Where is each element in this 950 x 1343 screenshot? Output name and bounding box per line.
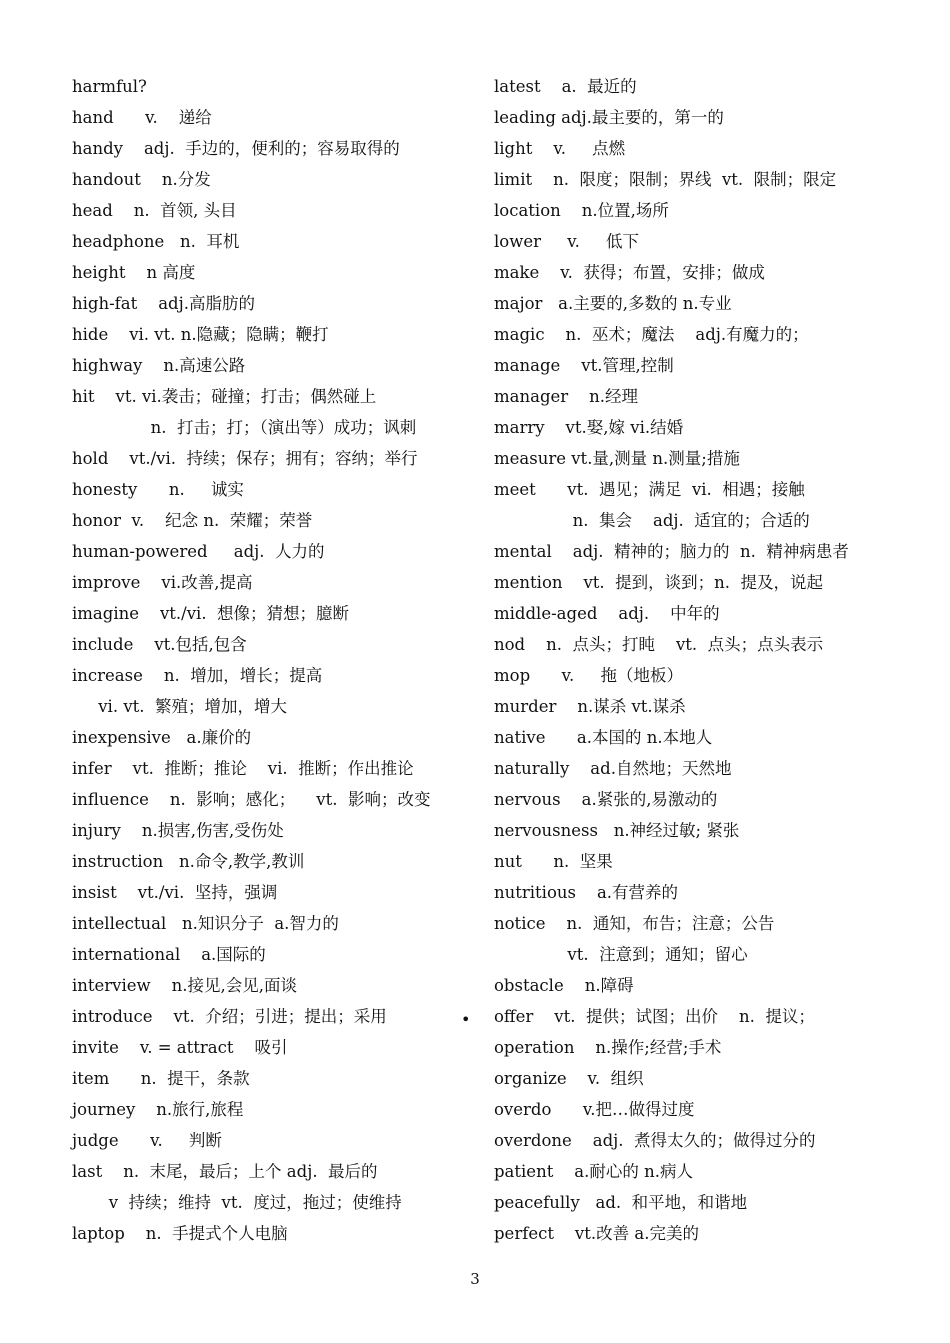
vocab-entry: hand v. 递给 bbox=[72, 108, 212, 127]
vocab-entry: international a.国际的 bbox=[72, 945, 266, 964]
vocab-entry: mention vt. 提到，谈到；n. 提及，说起 bbox=[494, 573, 824, 592]
vocab-entry: honor v. 纪念 n. 荣耀；荣誉 bbox=[72, 511, 313, 530]
page-number: 3 bbox=[470, 1270, 480, 1288]
left-word-column bbox=[72, 71, 472, 1249]
vocab-entry: instruction n.命令,教学,教训 bbox=[72, 852, 305, 871]
vocab-entry: honesty n. 诚实 bbox=[72, 480, 244, 499]
vocab-entry: perfect vt.改善 a.完美的 bbox=[494, 1224, 699, 1243]
vocab-entry: last n. 末尾，最后；上个 adj. 最后的 bbox=[72, 1162, 378, 1181]
vocab-entry: improve vi.改善,提高 bbox=[72, 573, 253, 592]
vocab-entry: overdo v.把…做得过度 bbox=[494, 1100, 695, 1119]
vocab-entry: n. 打击；打；（演出等）成功；讽刺 bbox=[72, 418, 417, 437]
vocab-entry: journey n.旅行,旅程 bbox=[72, 1100, 244, 1119]
vocab-entry: increase n. 增加，增长；提高 bbox=[72, 666, 323, 685]
vocab-entry: nut n. 坚果 bbox=[494, 852, 613, 871]
vocab-entry: human-powered adj. 人力的 bbox=[72, 542, 325, 561]
right-word-column bbox=[494, 71, 914, 1249]
vocab-entry: interview n.接见,会见,面谈 bbox=[72, 976, 298, 995]
vocab-entry: lower v. 低下 bbox=[494, 232, 640, 251]
vocab-entry: middle-aged adj. 中年的 bbox=[494, 604, 720, 623]
vocab-entry: magic n. 巫术；魔法 adj.有魔力的； bbox=[494, 325, 809, 344]
vocab-entry: latest a. 最近的 bbox=[494, 77, 637, 96]
vocab-entry: inexpensive a.廉价的 bbox=[72, 728, 252, 747]
vocab-entry: manage vt.管理,控制 bbox=[494, 356, 674, 375]
vocab-entry: nervous a.紧张的,易激动的 bbox=[494, 790, 718, 809]
list-bullet: • bbox=[461, 1010, 471, 1029]
vocab-entry: overdone adj. 煮得太久的；做得过分的 bbox=[494, 1131, 816, 1150]
vocab-entry: influence n. 影响；感化； vt. 影响；改变 bbox=[72, 790, 431, 809]
vocab-entry: intellectual n.知识分子 a.智力的 bbox=[72, 914, 339, 933]
vocab-entry: make v. 获得；布置，安排；做成 bbox=[494, 263, 765, 282]
vocab-entry: head n. 首领, 头目 bbox=[72, 201, 237, 220]
vocab-entry: height n 高度 bbox=[72, 263, 196, 282]
vocab-entry: judge v. 判断 bbox=[72, 1131, 222, 1150]
vocab-entry: leading adj.最主要的，第一的 bbox=[494, 108, 724, 127]
vocab-entry: vt. 注意到；通知；留心 bbox=[494, 945, 748, 964]
vocab-entry: light v. 点燃 bbox=[494, 139, 626, 158]
vocab-entry: obstacle n.障碍 bbox=[494, 976, 634, 995]
vocab-entry: operation n.操作;经营;手术 bbox=[494, 1038, 722, 1057]
vocab-entry: invite v. = attract 吸引 bbox=[72, 1038, 288, 1057]
vocab-entry: handy adj. 手边的，便利的；容易取得的 bbox=[72, 139, 400, 158]
vocab-entry: highway n.高速公路 bbox=[72, 356, 246, 375]
vocab-entry: insist vt./vi. 坚持，强调 bbox=[72, 883, 278, 902]
vocab-entry: v 持续；维持 vt. 度过，拖过；使维持 bbox=[72, 1193, 402, 1212]
vocab-entry: infer vt. 推断；推论 vi. 推断；作出推论 bbox=[72, 759, 414, 778]
vocab-entry: organize v. 组织 bbox=[494, 1069, 644, 1088]
vocab-entry: nervousness n.神经过敏; 紧张 bbox=[494, 821, 740, 840]
vocab-entry: nutritious a.有营养的 bbox=[494, 883, 679, 902]
vocab-entry: laptop n. 手提式个人电脑 bbox=[72, 1224, 288, 1243]
vocab-entry: imagine vt./vi. 想像；猜想；臆断 bbox=[72, 604, 350, 623]
vocab-entry: hide vi. vt. n.隐藏；隐瞒；鞭打 bbox=[72, 325, 329, 344]
vocab-entry: murder n.谋杀 vt.谋杀 bbox=[494, 697, 686, 716]
vocab-entry: include vt.包括,包含 bbox=[72, 635, 247, 654]
vocab-entry: n. 集会 adj. 适宜的；合适的 bbox=[494, 511, 810, 530]
vocab-entry: peacefully ad. 和平地，和谐地 bbox=[494, 1193, 748, 1212]
vocab-entry: patient a.耐心的 n.病人 bbox=[494, 1162, 694, 1181]
vocab-entry: limit n. 限度；限制；界线 vt. 限制；限定 bbox=[494, 170, 837, 189]
vocab-entry: mop v. 拖（地板） bbox=[494, 666, 683, 685]
vocab-entry: location n.位置,场所 bbox=[494, 201, 669, 220]
vocab-entry: nod n. 点头；打盹 vt. 点头；点头表示 bbox=[494, 635, 824, 654]
vocab-entry: mental adj. 精神的；脑力的 n. 精神病患者 bbox=[494, 542, 849, 561]
vocab-entry: headphone n. 耳机 bbox=[72, 232, 240, 251]
vocab-entry: high-fat adj.高脂肪的 bbox=[72, 294, 255, 313]
vocab-entry: naturally ad.自然地；天然地 bbox=[494, 759, 732, 778]
vocab-entry: native a.本国的 n.本地人 bbox=[494, 728, 713, 747]
vocab-entry: major a.主要的,多数的 n.专业 bbox=[494, 294, 732, 313]
vocab-entry: offer vt. 提供；试图；出价 n. 提议； bbox=[494, 1007, 815, 1026]
vocab-entry: harmful? bbox=[72, 77, 147, 96]
vocab-entry: measure vt.量,测量 n.测量;措施 bbox=[494, 449, 740, 468]
vocab-entry: handout n.分发 bbox=[72, 170, 211, 189]
vocab-entry: hit vt. vi.袭击；碰撞；打击；偶然碰上 bbox=[72, 387, 377, 406]
vocab-entry: vi. vt. 繁殖；增加，增大 bbox=[72, 697, 287, 716]
vocab-entry: hold vt./vi. 持续；保存；拥有；容纳；举行 bbox=[72, 449, 418, 468]
vocab-entry: introduce vt. 介绍；引进；提出；采用 bbox=[72, 1007, 387, 1026]
vocab-entry: injury n.损害,伤害,受伤处 bbox=[72, 821, 284, 840]
vocab-entry: meet vt. 遇见；满足 vi. 相遇；接触 bbox=[494, 480, 805, 499]
vocab-entry: manager n.经理 bbox=[494, 387, 639, 406]
vocab-entry: notice n. 通知，布告；注意；公告 bbox=[494, 914, 775, 933]
vocab-entry: marry vt.娶,嫁 vi.结婚 bbox=[494, 418, 684, 437]
vocab-entry: item n. 提干，条款 bbox=[72, 1069, 250, 1088]
